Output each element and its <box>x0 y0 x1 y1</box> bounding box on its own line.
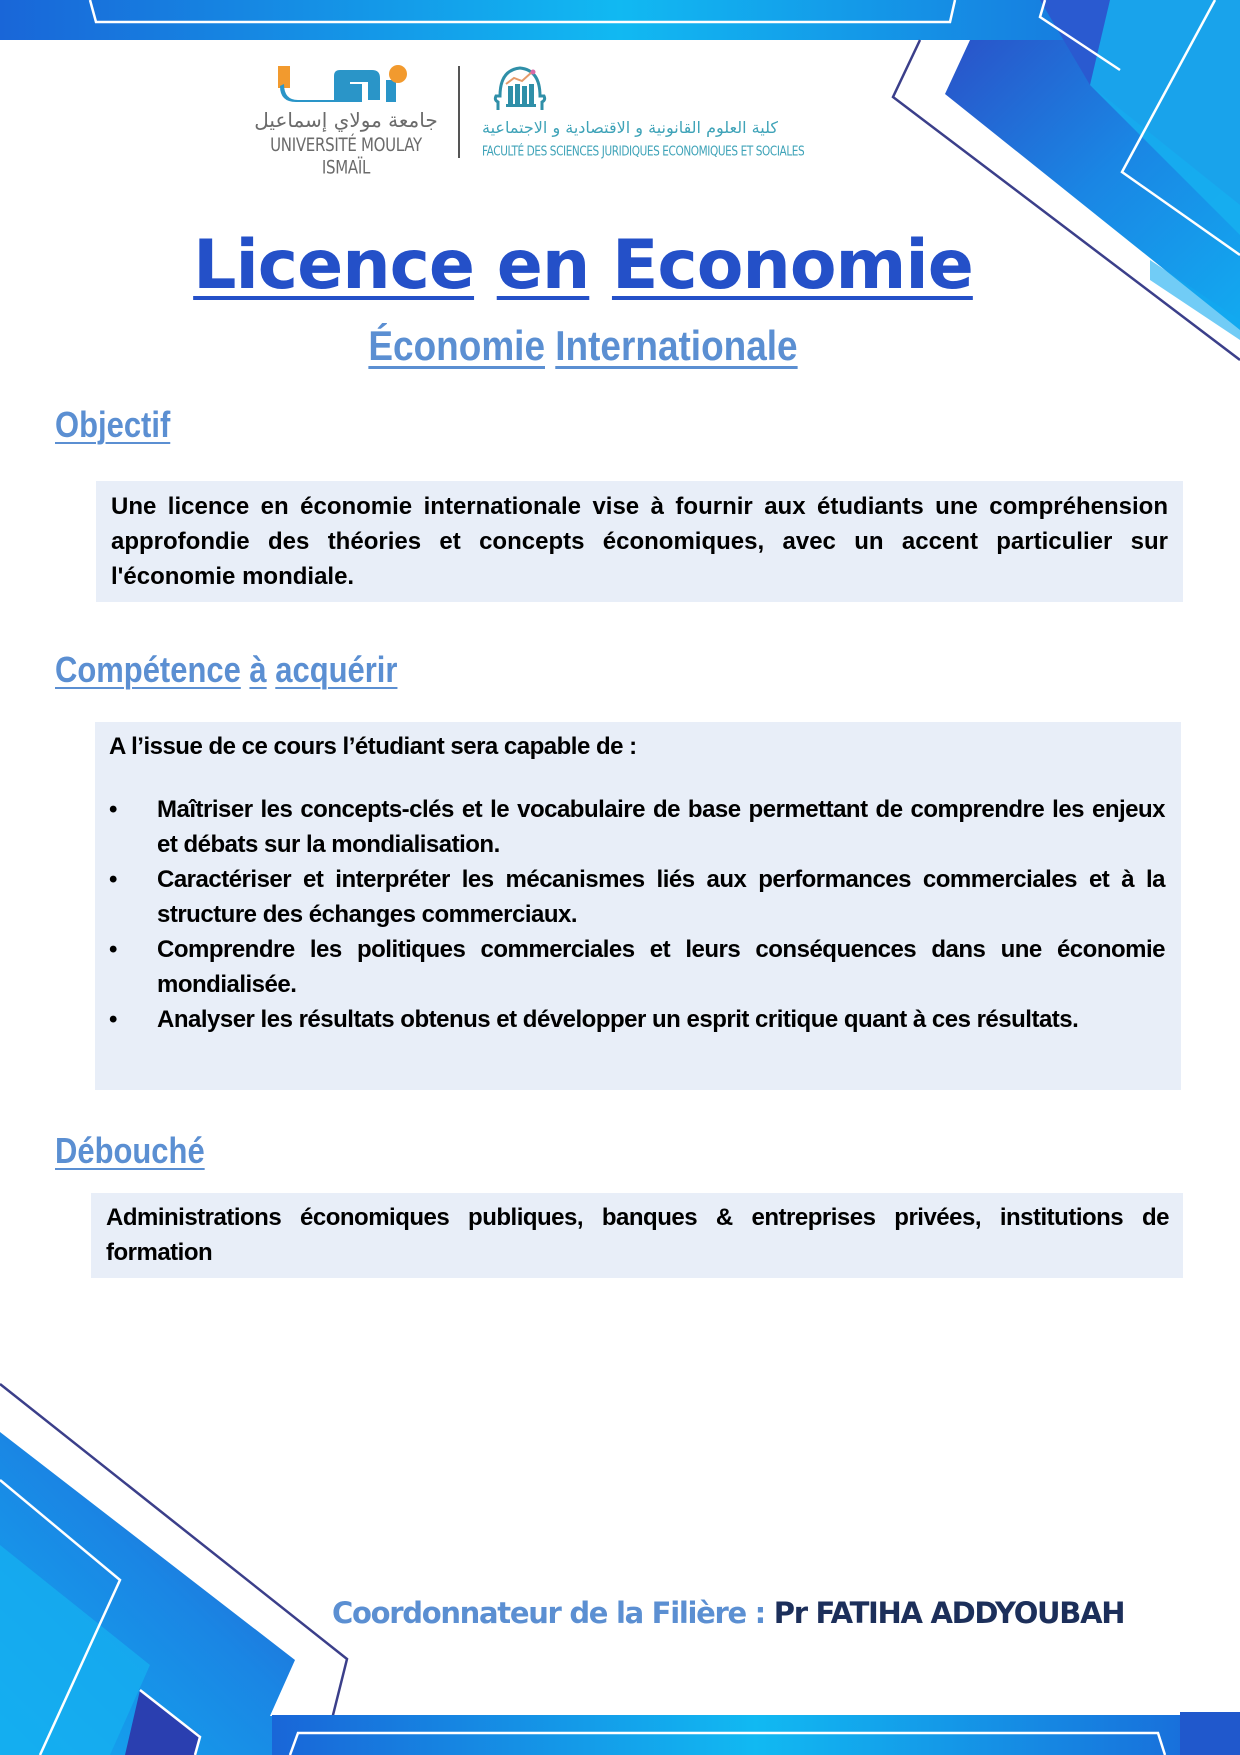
competence-intro: A l’issue de ce cours l’étudiant sera capable de : <box>109 733 637 760</box>
university-logo <box>248 58 448 179</box>
title-word: Licence <box>193 226 475 305</box>
title-word: Economie <box>611 226 973 305</box>
section-heading-competence <box>55 649 397 691</box>
objectif-text: Une licence en économie internationale vise à fournir aux étudiants une compréhension approfondie des théories et concepts économiques, avec un accent particulier sur l'économie mondiale. <box>111 493 1168 590</box>
list-item <box>109 1002 1165 1037</box>
subtitle-word: Internationale <box>555 322 798 369</box>
subtitle-word: Économie <box>368 322 546 369</box>
heading-text: Débouché <box>55 1130 205 1171</box>
bullet-icon: • <box>109 796 117 823</box>
faculty-logo <box>482 58 805 164</box>
debouche-text: Administrations économiques publiques, banques & entreprises privées, institutions de formation <box>106 1204 1169 1266</box>
heading-text: Objectif <box>55 404 171 445</box>
bullet-icon: • <box>109 866 117 893</box>
section-heading-objectif <box>55 404 170 446</box>
page-title <box>0 226 1166 305</box>
faculty-emblem-icon <box>492 62 548 114</box>
competence-list <box>109 792 1165 1037</box>
faculty-name-arabic: كلية العلوم القانونية و الاقتصادية و الاجتماعية <box>482 118 778 137</box>
heading-text: acquérir <box>275 649 398 690</box>
university-name-french: UNIVERSITÉ MOULAY ISMAÏL <box>270 133 422 179</box>
debouche-box <box>91 1193 1183 1278</box>
bullet-icon: • <box>109 936 117 963</box>
list-item-text: Caractériser et interpréter les mécanismes liés aux performances commerciales et à la structure des échanges commerciaux. <box>157 866 1165 928</box>
list-item-text: Maîtriser les concepts-clés et le vocabulaire de base permettant de comprendre les enjeux et débats sur la mondialisation. <box>157 796 1165 858</box>
heading-text: Compétence <box>55 649 241 690</box>
list-item <box>109 792 1165 862</box>
competence-box <box>95 722 1181 1090</box>
list-item <box>109 862 1165 932</box>
faculty-name-french: FACULTÉ DES SCIENCES JURIDIQUES ECONOMIQUES ET SOCIALES <box>482 144 805 160</box>
list-item <box>109 932 1165 1002</box>
coordinator-name: Pr FATIHA ADDYOUBAH <box>773 1596 1125 1630</box>
page-subtitle <box>70 322 1096 370</box>
title-word: en <box>496 226 590 305</box>
list-item-text: Analyser les résultats obtenus et développer un esprit critique quant à ces résultats. <box>157 1006 1079 1033</box>
logo-separator <box>458 66 460 158</box>
section-heading-debouche <box>55 1130 205 1172</box>
coordinator-label: Coordonnateur de la Filière : <box>332 1596 774 1630</box>
objectif-box <box>96 481 1183 602</box>
list-item-text: Comprendre les politiques commerciales et leurs conséquences dans une économie mondialisée. <box>157 936 1165 998</box>
umi-logo-icon <box>276 62 421 108</box>
heading-text: à <box>249 649 267 690</box>
university-name-arabic: جامعة مولاي إسماعيل <box>254 108 438 132</box>
coordinator-line <box>332 1596 1124 1630</box>
bullet-icon: • <box>109 1006 117 1033</box>
header-logos <box>248 58 805 179</box>
